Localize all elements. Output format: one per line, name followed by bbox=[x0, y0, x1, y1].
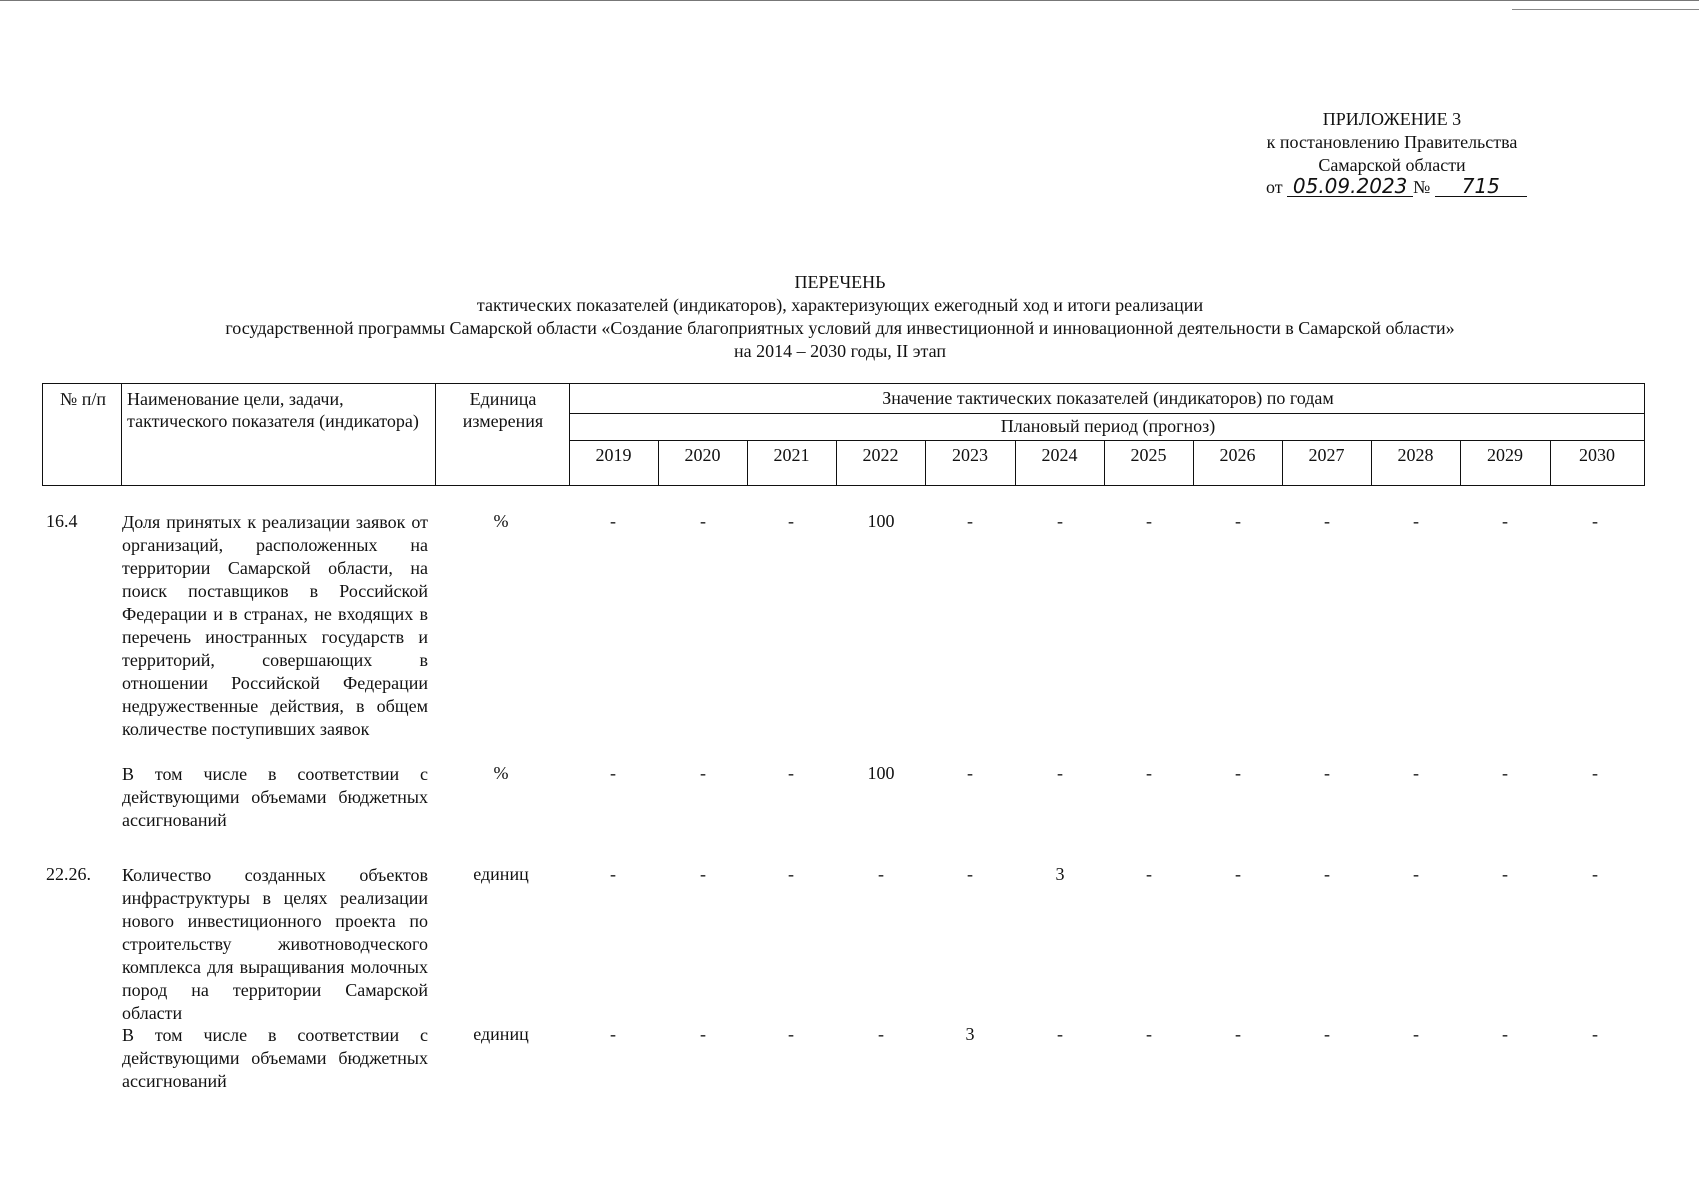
value-2029: - bbox=[1502, 1024, 1508, 1044]
year-2030: 2030 bbox=[1579, 445, 1615, 465]
value-2030: - bbox=[1592, 763, 1598, 783]
col-divider bbox=[569, 384, 570, 485]
year-2024: 2024 bbox=[1041, 445, 1078, 465]
value-2022: 100 bbox=[867, 511, 895, 531]
year-2029: 2029 bbox=[1487, 445, 1523, 465]
title-line-2: государственной программы Самарской области «Создание благоприятных условий для инвестиционной и инновационной деятельности в Самарской области» bbox=[225, 318, 1455, 338]
value-2030: - bbox=[1592, 864, 1598, 884]
header-unit: Единица измерения bbox=[462, 389, 544, 431]
value-2030: - bbox=[1592, 1024, 1598, 1044]
value-2028: - bbox=[1413, 864, 1419, 884]
value-2026: - bbox=[1235, 763, 1241, 783]
document-title bbox=[100, 271, 1580, 363]
value-2019: - bbox=[610, 1024, 616, 1044]
decree-date-number bbox=[1266, 176, 1556, 198]
value-2026: - bbox=[1235, 511, 1241, 531]
row-name: Доля принятых к реализации заявок от организаций, расположенных на территории Самарской области, на поиск поставщиков в Российской Федерации и в странах, не входящих в перечень иностранных государств и территорий, совершающих в отношении Российской Федерации недружественные действия, в общем количестве поступивших заявок bbox=[122, 512, 428, 739]
value-2021: - bbox=[788, 864, 794, 884]
value-2024: 3 bbox=[1055, 864, 1065, 884]
appendix-block bbox=[1232, 108, 1552, 177]
col-divider bbox=[435, 384, 436, 485]
value-2029: - bbox=[1502, 864, 1508, 884]
value-2022: - bbox=[878, 864, 884, 884]
row-unit: единиц bbox=[473, 1024, 529, 1044]
value-2025: - bbox=[1146, 864, 1152, 884]
appendix-line-2: Самарской области bbox=[1318, 155, 1466, 175]
row-number: 16.4 bbox=[46, 511, 78, 531]
value-2023: - bbox=[967, 864, 973, 884]
table-header bbox=[42, 383, 1645, 486]
value-2020: - bbox=[700, 1024, 706, 1044]
row-unit: % bbox=[493, 763, 509, 783]
handwritten-number: 715 bbox=[1435, 176, 1527, 197]
year-2020: 2020 bbox=[684, 445, 721, 465]
value-2024: - bbox=[1057, 511, 1063, 531]
value-2021: - bbox=[788, 763, 794, 783]
value-2023: - bbox=[967, 511, 973, 531]
header-num: № п/п bbox=[60, 389, 106, 409]
value-2019: - bbox=[610, 763, 616, 783]
year-2022: 2022 bbox=[862, 445, 899, 465]
value-2029: - bbox=[1502, 511, 1508, 531]
value-2020: - bbox=[700, 864, 706, 884]
value-2025: - bbox=[1146, 763, 1152, 783]
value-2019: - bbox=[610, 864, 616, 884]
value-2026: - bbox=[1235, 864, 1241, 884]
value-2021: - bbox=[788, 1024, 794, 1044]
value-2025: - bbox=[1146, 1024, 1152, 1044]
value-2020: - bbox=[700, 763, 706, 783]
scan-edge-line bbox=[1512, 9, 1699, 10]
value-2027: - bbox=[1324, 763, 1330, 783]
year-2021: 2021 bbox=[773, 445, 810, 465]
value-2023: - bbox=[967, 763, 973, 783]
handwritten-date: 05.09.2023 bbox=[1287, 176, 1413, 197]
value-2030: - bbox=[1592, 511, 1598, 531]
row-number: 22.26. bbox=[46, 864, 91, 884]
value-2023: 3 bbox=[965, 1024, 975, 1044]
header-period: Плановый период (прогноз) bbox=[1000, 416, 1216, 436]
year-2026: 2026 bbox=[1219, 445, 1256, 465]
value-2028: - bbox=[1413, 763, 1419, 783]
value-2027: - bbox=[1324, 864, 1330, 884]
value-2024: - bbox=[1057, 763, 1063, 783]
row-divider bbox=[569, 440, 1644, 441]
title-heading: ПЕРЕЧЕНЬ bbox=[794, 272, 886, 292]
value-2022: - bbox=[878, 1024, 884, 1044]
row-name: В том числе в соответствии с действующими объемами бюджетных ассигнований bbox=[122, 764, 428, 830]
year-2019: 2019 bbox=[595, 445, 632, 465]
value-2028: - bbox=[1413, 511, 1419, 531]
value-2022: 100 bbox=[867, 763, 895, 783]
row-name: Количество созданных объектов инфраструктуры в целях реализации нового инвестиционного проекта по строительству животноводческого комплекса для выращивания молочных пород на территории Самарской области bbox=[122, 865, 428, 1023]
row-divider bbox=[569, 413, 1644, 414]
year-2027: 2027 bbox=[1308, 445, 1345, 465]
header-values: Значение тактических показателей (индикаторов) по годам bbox=[882, 388, 1334, 408]
from-label: от bbox=[1266, 177, 1283, 197]
value-2027: - bbox=[1324, 511, 1330, 531]
value-2029: - bbox=[1502, 763, 1508, 783]
value-2027: - bbox=[1324, 1024, 1330, 1044]
row-unit: % bbox=[493, 511, 509, 531]
value-2028: - bbox=[1413, 1024, 1419, 1044]
value-2024: - bbox=[1057, 1024, 1063, 1044]
appendix-title: ПРИЛОЖЕНИЕ 3 bbox=[1322, 109, 1462, 129]
title-line-3: на 2014 – 2030 годы, II этап bbox=[734, 341, 946, 361]
title-line-1: тактических показателей (индикаторов), характеризующих ежегодный ход и итоги реализации bbox=[476, 295, 1204, 315]
year-2028: 2028 bbox=[1397, 445, 1434, 465]
year-2023: 2023 bbox=[952, 445, 988, 465]
value-2026: - bbox=[1235, 1024, 1241, 1044]
col-divider bbox=[121, 384, 122, 485]
row-unit: единиц bbox=[473, 864, 529, 884]
number-label: № bbox=[1413, 177, 1431, 197]
value-2021: - bbox=[788, 511, 794, 531]
appendix-line-1: к постановлению Правительства bbox=[1266, 132, 1518, 152]
year-2025: 2025 bbox=[1130, 445, 1167, 465]
header-name: Наименование цели, задачи, тактического показателя (индикатора) bbox=[127, 389, 419, 431]
row-name: В том числе в соответствии с действующими объемами бюджетных ассигнований bbox=[122, 1025, 428, 1091]
value-2020: - bbox=[700, 511, 706, 531]
scan-edge-line bbox=[0, 0, 1699, 1]
value-2019: - bbox=[610, 511, 616, 531]
value-2025: - bbox=[1146, 511, 1152, 531]
